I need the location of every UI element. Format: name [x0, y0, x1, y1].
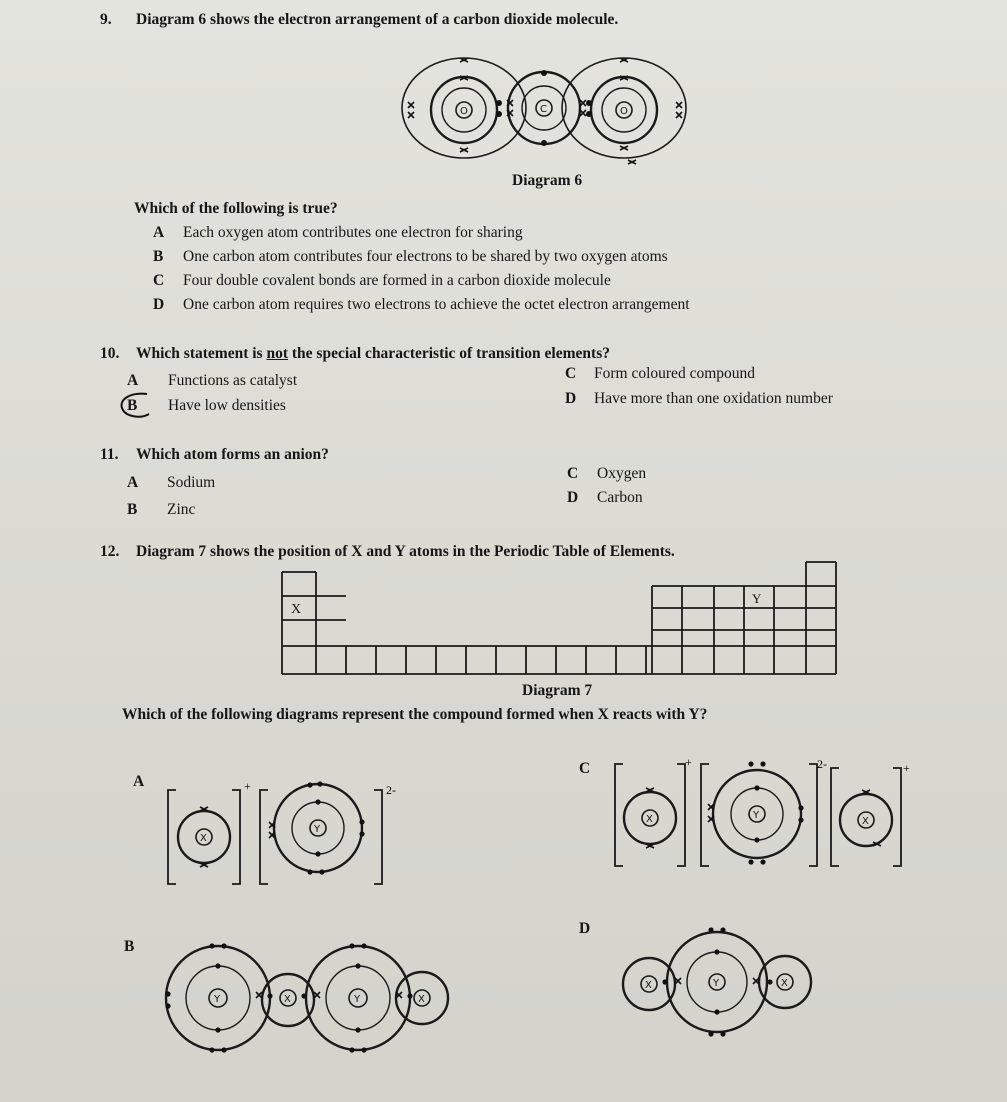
q12-number: 12. [100, 543, 120, 560]
q10-emphasis: not [266, 345, 288, 362]
d-y-symbol: Y [713, 978, 720, 989]
a-cation-charge: + [244, 779, 251, 793]
q9-stem: Diagram 6 shows the electron arrangement of a carbon dioxide molecule. [136, 11, 619, 28]
diagram6-caption: Diagram 6 [512, 172, 583, 189]
q11-stem: Which atom forms an anion? [136, 446, 329, 463]
table-y-label: Y [752, 591, 762, 606]
co2-electron-diagram [380, 48, 710, 178]
co2-o-left-symbol: O [460, 106, 468, 117]
q10-answer-circle-mark [117, 391, 161, 421]
q10-number: 10. [100, 345, 120, 362]
q9-option-d-text[interactable]: One carbon atom requires two electrons to achieve the octet electron arrangement [183, 296, 690, 313]
q10-option-d-text[interactable]: Have more than one oxidation number [594, 390, 833, 407]
c-y-symbol: Y [753, 810, 760, 821]
q10-stem: Which statement is not the special characteristic of transition elements? [136, 345, 610, 362]
co2-o-right-symbol: O [620, 106, 628, 117]
q9-option-d-letter[interactable]: D [153, 296, 165, 313]
q9-option-a-text[interactable]: Each oxygen atom contributes one electron for sharing [183, 224, 523, 241]
b-x2-symbol: X [418, 994, 425, 1005]
q11-number: 11. [100, 446, 119, 463]
c-x1-symbol: X [646, 814, 653, 825]
c-x2-symbol: X [862, 816, 869, 827]
q10-option-a-letter[interactable]: A [127, 372, 139, 389]
q12-stem: Diagram 7 shows the position of X and Y atoms in the Periodic Table of Elements. [136, 543, 675, 560]
q10-option-b-text[interactable]: Have low densities [168, 397, 286, 414]
q11-option-a-letter[interactable]: A [127, 474, 139, 491]
q10-option-a-text[interactable]: Functions as catalyst [168, 372, 298, 389]
q12-option-b-letter[interactable]: B [124, 938, 135, 955]
q9-option-c-letter[interactable]: C [153, 272, 165, 289]
q11-option-c-text[interactable]: Oxygen [597, 465, 647, 482]
q12-option-d-diagram[interactable] [605, 918, 825, 1048]
q11-option-a-text[interactable]: Sodium [167, 474, 216, 491]
q11-option-b-text[interactable]: Zinc [167, 501, 196, 518]
q9-option-a-letter[interactable]: A [153, 224, 165, 241]
q12-option-c-diagram[interactable] [605, 754, 925, 874]
q11-option-c-letter[interactable]: C [567, 465, 579, 482]
q12-option-a-diagram[interactable] [160, 770, 410, 890]
q11-option-d-letter[interactable]: D [567, 489, 579, 506]
q10-option-d-letter[interactable]: D [565, 390, 577, 407]
d-x1-symbol: X [645, 980, 652, 991]
q10-option-c-letter[interactable]: C [565, 365, 577, 382]
q10-option-c-text[interactable]: Form coloured compound [594, 365, 756, 382]
d-x2-symbol: X [781, 978, 788, 989]
co2-c-symbol: C [540, 104, 547, 115]
a-x-symbol: X [200, 833, 207, 844]
q9-option-b-letter[interactable]: B [153, 248, 164, 265]
q9-option-c-text[interactable]: Four double covalent bonds are formed in a carbon dioxide molecule [183, 272, 611, 289]
q9-number: 9. [100, 11, 112, 28]
q12-option-a-letter[interactable]: A [133, 773, 145, 790]
b-y2-symbol: Y [354, 994, 361, 1005]
q10-option-b-letter[interactable]: B [127, 397, 138, 414]
c-cation2-charge: + [903, 761, 910, 775]
table-x-label: X [291, 602, 302, 617]
q12-option-c-letter[interactable]: C [579, 760, 591, 777]
periodic-table-diagram [280, 560, 840, 678]
q9-option-b-text[interactable]: One carbon atom contributes four electrons to be shared by two oxygen atoms [183, 248, 668, 265]
q12-question: Which of the following diagrams represent the compound formed when X reacts with Y? [122, 706, 708, 723]
q12-option-d-letter[interactable]: D [579, 920, 591, 937]
b-y1-symbol: Y [214, 994, 221, 1005]
q12-option-b-diagram[interactable] [160, 930, 480, 1060]
b-x-symbol: X [284, 994, 291, 1005]
c-cation-charge: + [685, 755, 692, 769]
a-anion-charge: 2- [386, 783, 396, 797]
q11-option-d-text[interactable]: Carbon [597, 489, 643, 506]
q11-option-b-letter[interactable]: B [127, 501, 138, 518]
c-anion-charge: 2- [817, 757, 827, 771]
q9-question: Which of the following is true? [134, 200, 338, 217]
a-y-symbol: Y [314, 824, 321, 835]
diagram7-caption: Diagram 7 [522, 682, 593, 699]
